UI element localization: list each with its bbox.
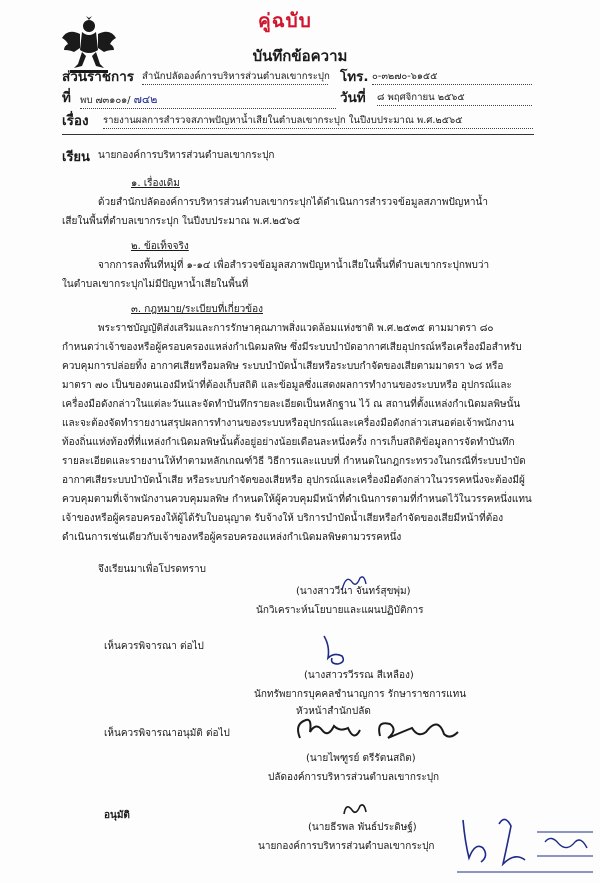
law-line: ดำเนินการเช่นเดียวกับเจ้าของหรือผู้ครอบครองแหล่งกำเนิดมลพิษตามวรรคหนึ่ง [62, 532, 402, 543]
opinion-2: เห็นควรพิจารณา ต่อไป [104, 641, 204, 652]
section-1-heading: ๑. เรื่องเดิม [131, 178, 180, 189]
approval-label: อนุมัติ [104, 810, 130, 821]
section-1-line-2: เสียในพื้นที่ตำบลเขากระปุก ในปีงบประมาณ พ.ศ.๒๕๖๕ [62, 216, 301, 227]
signer-2-position: นักทรัพยากรบุคคลชำนาญการ รักษาราชการแทน [254, 689, 467, 700]
section-2-line-1: จากการลงพื้นที่หมู่ที่ ๑-๑๔ เพื่อสำรวจข้อมูลสภาพปัญหาน้ำเสียในพื้นที่ตำบลเขากระปุกพบว่า [98, 260, 490, 271]
opinion-3: เห็นควรพิจารณาอนุมัติ ต่อไป [104, 728, 230, 739]
law-line: พระราชบัญญัติส่งเสริมและการรักษาคุณภาพสิ่งแวดล้อมแห่งชาติ พ.ศ.๒๕๓๕ ตามมาตรา ๘๐ [98, 323, 494, 334]
law-line: กำหนดว่าเจ้าของหรือผู้ครอบครองแหล่งกำเนิดมลพิษ ซึ่งมีระบบบำบัดอากาศเสียอุปกรณ์หรือเครื่องมือสำหรับ [62, 342, 522, 353]
subject-label: เรื่อง [62, 113, 89, 129]
subject-value: รายงานผลการสำรวจสภาพปัญหาน้ำเสียในตำบลเขากระปุก ในปีงบประมาณ พ.ศ.๒๕๖๕ [103, 113, 533, 129]
handwritten-initials-icon [455, 812, 595, 880]
signature-4-icon [340, 798, 370, 820]
ref-label: ที่ [62, 90, 71, 106]
law-line: มาตรา ๗๐ เป็นของตนเองมีหน้าที่ต้องเก็บสถิติ และข้อมูลซึ่งแสดงผลการทำงานของระบบหรือ อุปกรณ์และ [62, 380, 512, 391]
law-line: ควบคุมตามที่เจ้าพนักงานควบคุมมลพิษ กำหนดให้ผู้ควบคุมมีหน้าที่ดำเนินการตามที่กำหนดไว้ในวรรคหนึ่งแทน [62, 494, 532, 505]
ref-number-handwritten: ๗๔๒ [133, 93, 158, 106]
law-line: ควบคุมการปล่อยทิ้ง อากาศเสียหรือมลพิษ ระบบบำบัดน้ำเสียหรือระบบกำจัดของเสียตามมาตรา ๖๘ หรือ [62, 361, 504, 372]
ref-prefix: พบ ๗๓๑๐๑/ [80, 95, 131, 106]
copy-stamp: คู่ฉบับ [258, 10, 312, 32]
signer-2-name: (นางสาวรวีรรณ สีเหลือง) [304, 670, 414, 681]
salutation-label: เรียน [62, 150, 90, 165]
law-line: อากาศเสียระบบบำบัดน้ำเสีย หรือระบบกำจัดของเสียหรือ อุปกรณ์และเครื่องมือดังกล่าวในวรรคหนึ่งจะต้องมีผู้ [62, 475, 525, 486]
signer-4-position: นายกองค์การบริหารส่วนตำบลเขากระปุก [258, 841, 435, 852]
signature-2-icon [316, 634, 356, 668]
law-line: และจะต้องจัดทำรายงานสรุปผลการทำงานของระบบหรืออุปกรณ์และเครื่องมือดังกล่าวเสนอต่อเจ้าพนักงาน [62, 418, 515, 429]
signer-3-name: (นายไพฑูรย์ ตรีรัตนสถิต) [306, 753, 416, 764]
signer-4-name: (นายธีรพล พันธ์ประดิษฐ์) [308, 822, 417, 833]
section-1-line-1: ด้วยสำนักปลัดองค์การบริหารส่วนตำบลเขากระปุกได้ดำเนินการสำรวจข้อมูลสภาพปัญหาน้ำ [98, 197, 488, 208]
section-2-line-2: ในตำบลเขากระปุกไม่มีปัญหาน้ำเสียในพื้นที่ [62, 279, 249, 290]
ref-value [80, 90, 336, 109]
agency-label: ส่วนราชการ [62, 69, 135, 85]
signature-3-icon [292, 712, 462, 748]
law-line: รายละเอียดและรายงานให้ทำตามหลักเกณฑ์วิธี วิธีการและแบบที่ กำหนดในกฎกระทรวงในกรณีที่ระบบบำบัด [62, 456, 526, 467]
law-line: ท้องถิ่นแห่งท้องที่ที่แหล่งกำเนิดมลพิษนั้นตั้งอยู่อย่างน้อยเดือนละหนึ่งครั้ง การเก็บสถิติข้อมูลการจัดทำบันทึก [62, 437, 515, 448]
closing-text: จึงเรียนมาเพื่อโปรดทราบ [98, 564, 206, 575]
section-2-heading: ๒. ข้อเท็จจริง [131, 241, 189, 252]
signer-1-name: (นางสาววีนา จันทร์สุขพุ่ม) [296, 586, 411, 597]
signer-3-position: ปลัดองค์การบริหารส่วนตำบลเขากระปุก [268, 772, 440, 783]
law-line: เครื่องมือดังกล่าวในแต่ละวันและจัดทำบันทึกรายละเอียดเป็นหลักฐาน ไว้ ณ สถานที่ตั้งแหล่งกำเนิดมลพิษนั้น [62, 399, 521, 410]
phone-value: ๐-๓๒๗๐-๖๑๕๕ [372, 69, 532, 85]
signer-1-position: นักวิเคราะห์นโยบายและแผนปฏิบัติการ [256, 605, 424, 616]
header-divider [62, 134, 534, 135]
document-title: บันทึกข้อความ [252, 47, 348, 65]
phone-label: โทร. [340, 69, 369, 85]
date-value: ๘ พฤศจิกายน ๒๕๖๕ [377, 90, 532, 106]
date-label: วันที่ [340, 90, 366, 106]
salutation-value: นายกองค์การบริหารส่วนตำบลเขากระปุก [98, 150, 275, 161]
section-3-heading: ๓. กฎหมาย/ระเบียบที่เกี่ยวข้อง [131, 304, 263, 315]
signer-2-position-2: หัวหน้าสำนักปลัด [296, 706, 371, 717]
agency-value: สำนักปลัดองค์การบริหารส่วนตำบลเขากระปุก [142, 69, 328, 85]
law-line: เจ้าของหรือผู้ครอบครองให้ผู้ได้รับใบอนุญาต รับจ้างให้ บริการบำบัดน้ำเสียหรือกำจัดของเสียมีหน้าที่ต้อง [62, 513, 504, 524]
